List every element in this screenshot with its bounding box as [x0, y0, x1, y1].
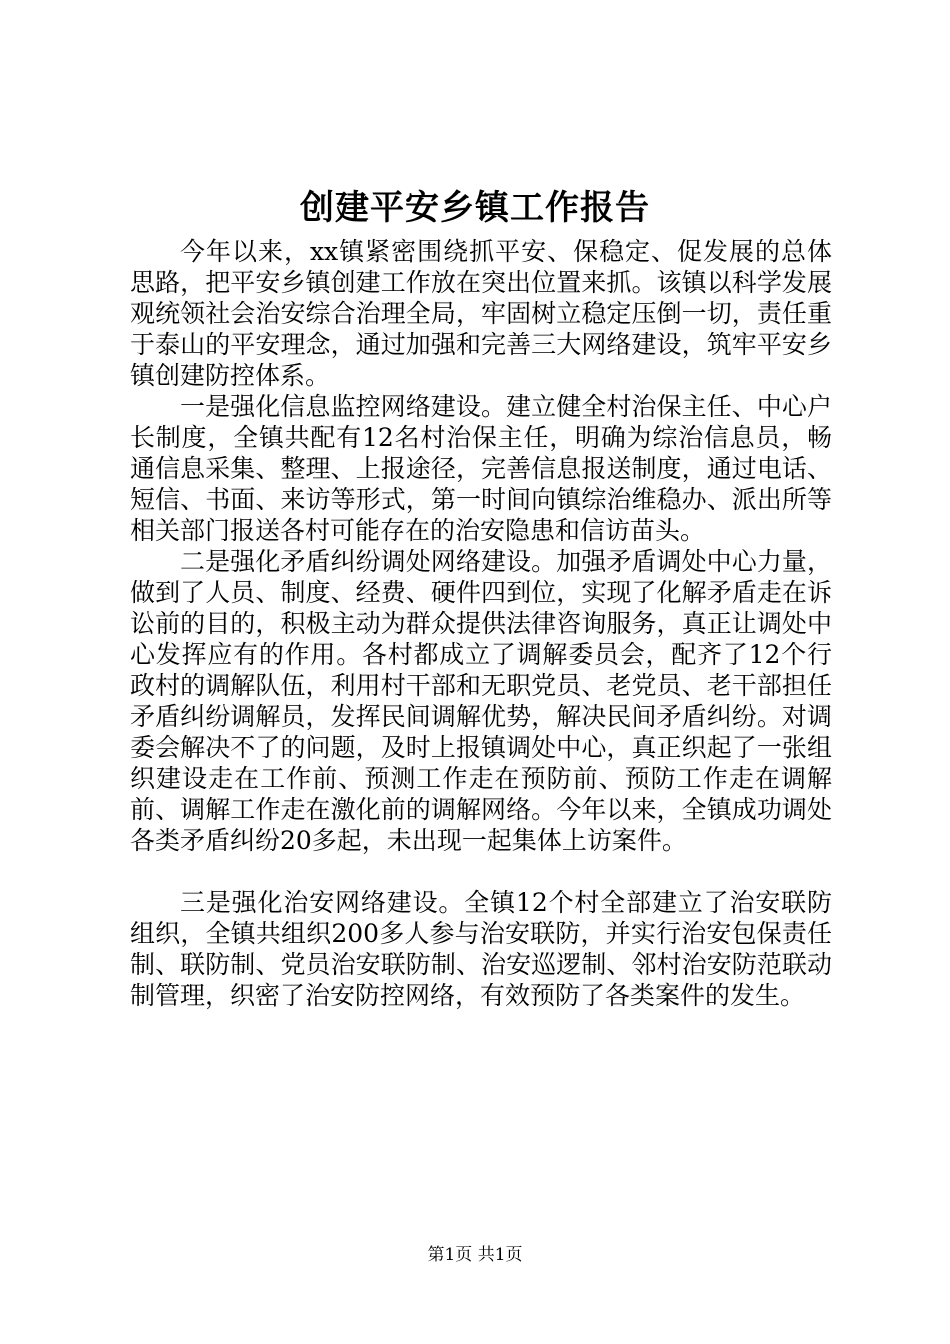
document-body [130, 236, 832, 1011]
document-title: 创建平安乡镇工作报告 [300, 188, 650, 228]
paragraph-intro: 今年以来，xx镇紧密围绕抓平安、保稳定、促发展的总体思路，把平安乡镇创建工作放在突出位置来抓。该镇以科学发展观统领社会治安综合治理全局，牢固树立稳定压倒一切，责任重于泰山的平安理念，通过加强和完善三大网络建设，筑牢平安乡镇创建防控体系。 [130, 237, 832, 390]
paragraph-public-security: 三是强化治安网络建设。全镇12个村全部建立了治安联防组织，全镇共组织200多人参与治安联防，并实行治安包保责任制、联防制、党员治安联防制、治安巡逻制、邻村治安防范联动制管理，织密了治安防控网络，有效预防了各类案件的发生。 [130, 888, 832, 1010]
paragraph-information-monitoring: 一是强化信息监控网络建设。建立健全村治保主任、中心户长制度，全镇共配有12名村治保主任，明确为综治信息员，畅通信息采集、整理、上报途径，完善信息报送制度，通过电话、短信、书面、来访等形式，第一时间向镇综治维稳办、派出所等相关部门报送各村可能存在的治安隐患和信访苗头。 [130, 392, 832, 545]
paragraph-dispute-mediation: 二是强化矛盾纠纷调处网络建设。加强矛盾调处中心力量，做到了人员、制度、经费、硬件四到位，实现了化解矛盾走在诉讼前的目的，积极主动为群众提供法律咨询服务，真正让调处中心发挥应有的作用。各村都成立了调解委员会，配齐了12个行政村的调解队伍，利用村干部和无职党员、老党员、老干部担任矛盾纠纷调解员，发挥民间调解优势，解决民间矛盾纠纷。对调委会解决不了的问题，及时上报镇调处中心，真正织起了一张组织建设走在工作前、预测工作走在预防前、预防工作走在调解前、调解工作走在激化前的调解网络。今年以来，全镇成功调处各类矛盾纠纷20多起，未出现一起集体上访案件。 [130, 547, 832, 855]
page-footer: 第1页 共1页 [427, 1245, 523, 1265]
